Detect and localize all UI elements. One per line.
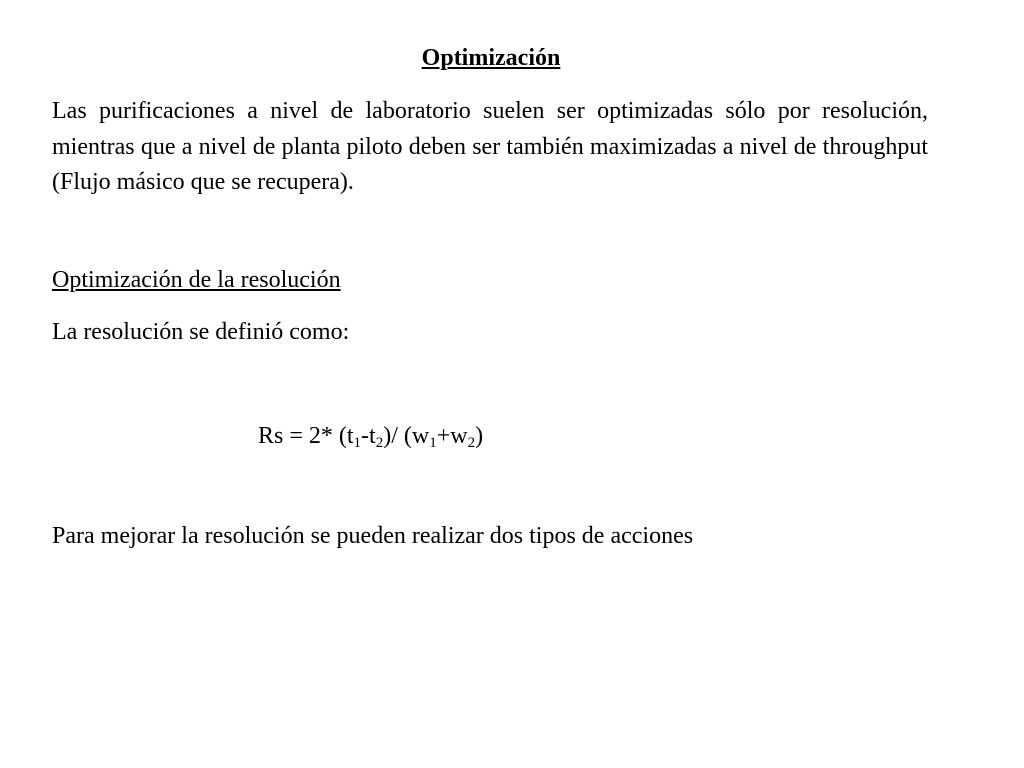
formula-lhs: Rs = 2* (t [258,423,354,449]
section-subheading: Optimización de la resolución [52,267,341,293]
formula-sub-t1: 1 [353,435,362,451]
definition-text: La resolución se definió como: [52,319,350,345]
formula-sub-w2: 2 [467,435,476,451]
formula-end: ) [475,423,484,449]
intro-paragraph: Las purificaciones a nivel de laboratorio suelen ser optimizadas sólo por resolución, mientras que a nivel de planta piloto deben ser también maximizadas a nivel de throughput (Flujo másico que se recupera). [52,98,928,195]
closing-text: Para mejorar la resolución se pueden realizar dos tipos de acciones [52,523,694,549]
formula-sub-t2: 2 [375,435,384,451]
formula-plus: +w [436,423,468,449]
formula-sub-w1: 1 [429,435,437,451]
formula-mid: )/ (w [383,423,430,449]
resolution-formula [258,420,483,452]
slide-title: Optimización [421,45,561,71]
formula-dash: -t [361,423,376,449]
